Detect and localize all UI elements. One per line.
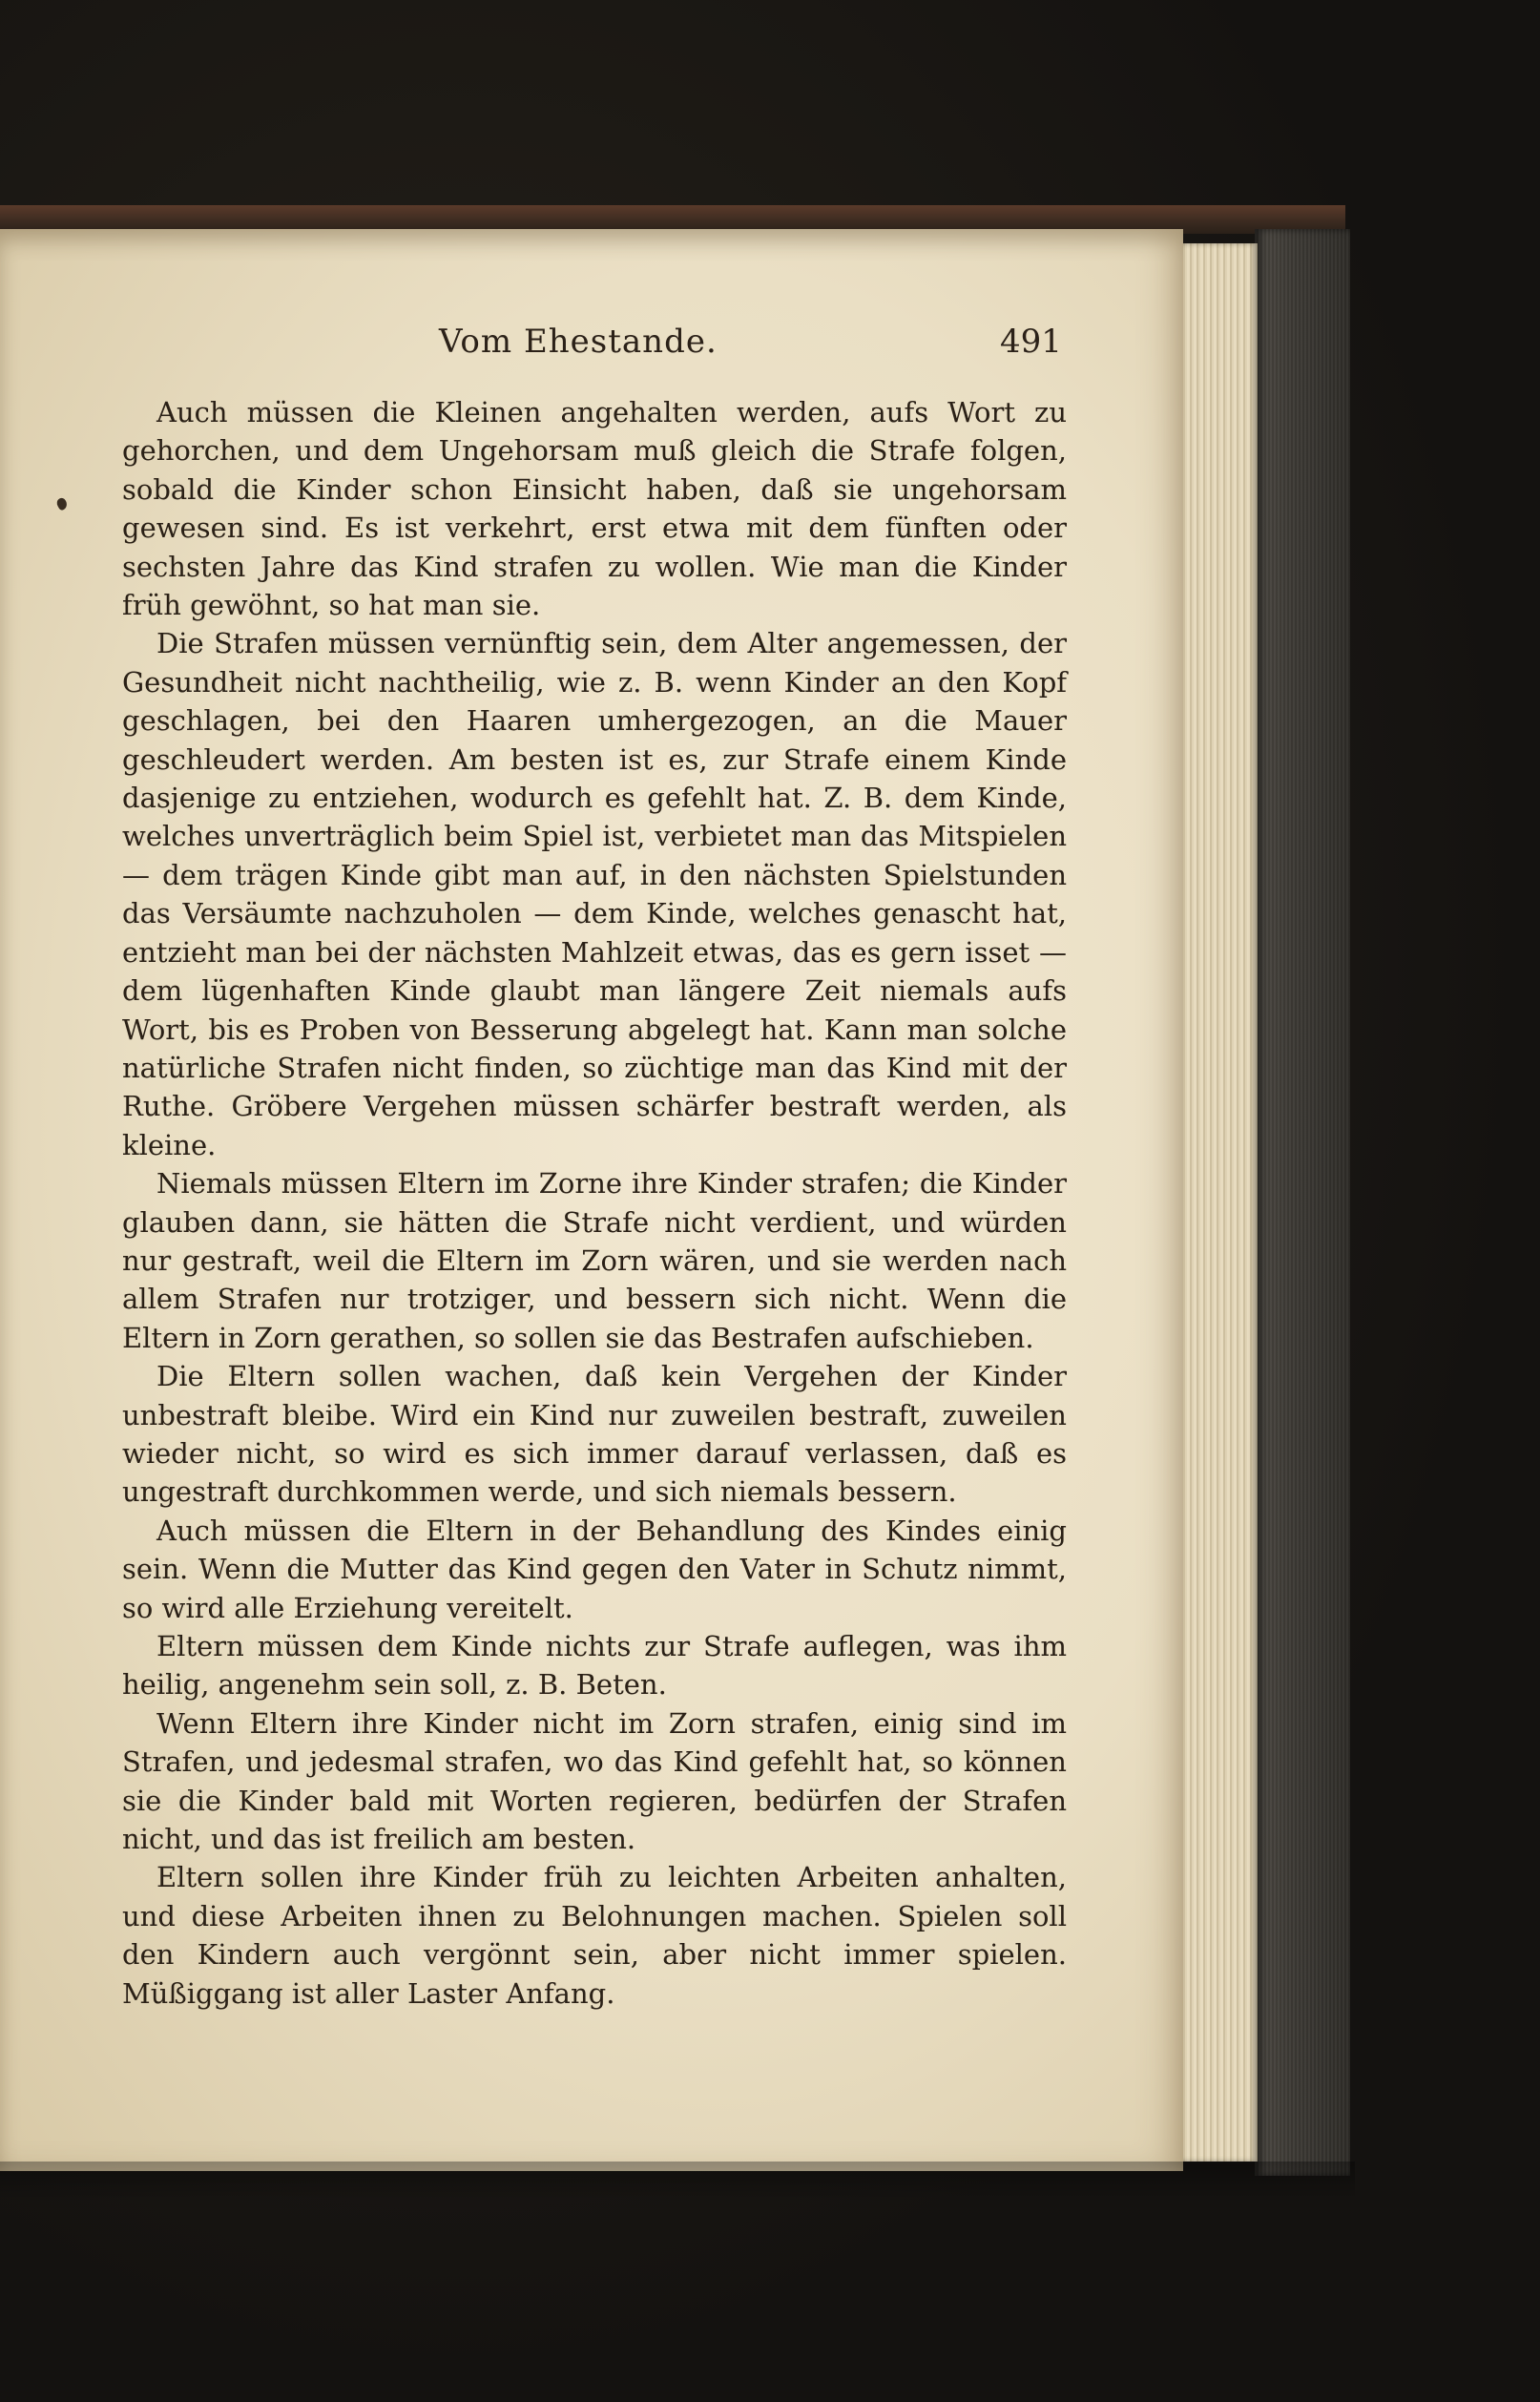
- page-bottom-shadow: [0, 2162, 1355, 2200]
- book-spine-cover: [1255, 229, 1350, 2176]
- page-stack-edges: [1174, 243, 1258, 2162]
- paragraph: Eltern sollen ihre Kinder früh zu leichten Arbeiten anhalten, und diese Arbeiten ihnen zu Belohnungen machen. Spielen soll den Kindern auch vergönnt sein, aber nicht immer spielen. Müßiggang ist aller Laster Anfang.: [122, 1861, 1067, 2010]
- ink-smudge: [55, 496, 70, 511]
- paragraph: Auch müssen die Kleinen angehalten werden, aufs Wort zu gehorchen, und dem Ungehorsam muß gleich die Strafe folgen, sobald die Kinder schon Einsicht haben, daß sie ungehorsam gewesen sind. Es ist verkehrt, erst etwa mit dem fünften oder sechsten Jahre das Kind strafen zu wollen. Wie man die Kinder früh gewöhnt, so hat man sie.: [122, 396, 1067, 622]
- paragraph: Die Eltern sollen wachen, daß kein Vergehen der Kinder unbestraft bleibe. Wird ein Kind nur zuweilen bestraft, zuweilen wieder nicht, so wird es sich immer darauf verlassen, daß es ungestraft durchkommen werde, und sich niemals bessern.: [122, 1360, 1067, 1509]
- running-title: Vom Ehestande.: [439, 323, 718, 361]
- running-head: [0, 315, 1183, 372]
- paragraph: Niemals müssen Eltern im Zorne ihre Kinder strafen; die Kinder glauben dann, sie hätten die Strafe nicht verdient, und würden nur gestraft, weil die Eltern im Zorn wären, und sie werden nach allem Strafen nur trotziger, und bessern sich nicht. Wenn die Eltern in Zorn gerathen, so sollen sie das Bestrafen aufschieben.: [122, 1167, 1067, 1354]
- paragraph: Wenn Eltern ihre Kinder nicht im Zorn strafen, einig sind im Strafen, und jedesmal strafen, wo das Kind gefehlt hat, so können sie die Kinder bald mit Worten regieren, bedürfen der Strafen nicht, und das ist freilich am besten.: [122, 1706, 1067, 1856]
- paragraph: Die Strafen müssen vernünftig sein, dem Alter angemessen, der Gesundheit nicht nachtheilig, wie z. B. wenn Kinder an den Kopf geschlagen, bei den Haaren umhergezogen, an die Mauer geschleudert werden. Am besten ist es, zur Strafe einem Kinde dasjenige zu entziehen, wodurch es gefehlt hat. Z. B. dem Kinde, welches unverträglich beim Spiel ist, verbietet man das Mitspielen — dem trägen Kinde gibt man auf, in den nächsten Spielstunden das Versäumte nachzuholen — dem Kinde, welches genascht hat, entzieht man bei der nächsten Mahlzeit etwas, das es gern isset — dem lügenhaften Kinde glaubt man längere Zeit niemals aufs Wort, bis es Proben von Besserung abgelegt hat. Kann man solche natürliche Strafen nicht finden, so züchtige man das Kind mit der Ruthe. Gröbere Vergehen müssen schärfer bestraft werden, als kleine.: [122, 627, 1067, 1161]
- body-text: [122, 393, 1067, 2013]
- paragraph: Eltern müssen dem Kinde nichts zur Strafe auflegen, was ihm heilig, angenehm sein soll, z. B. Beten.: [122, 1630, 1067, 1702]
- page-number: 491: [1000, 323, 1062, 361]
- paragraph: Auch müssen die Eltern in der Behandlung des Kindes einig sein. Wenn die Mutter das Kind gegen den Vater in Schutz nimmt, so wird alle Erziehung vereitelt.: [122, 1514, 1067, 1624]
